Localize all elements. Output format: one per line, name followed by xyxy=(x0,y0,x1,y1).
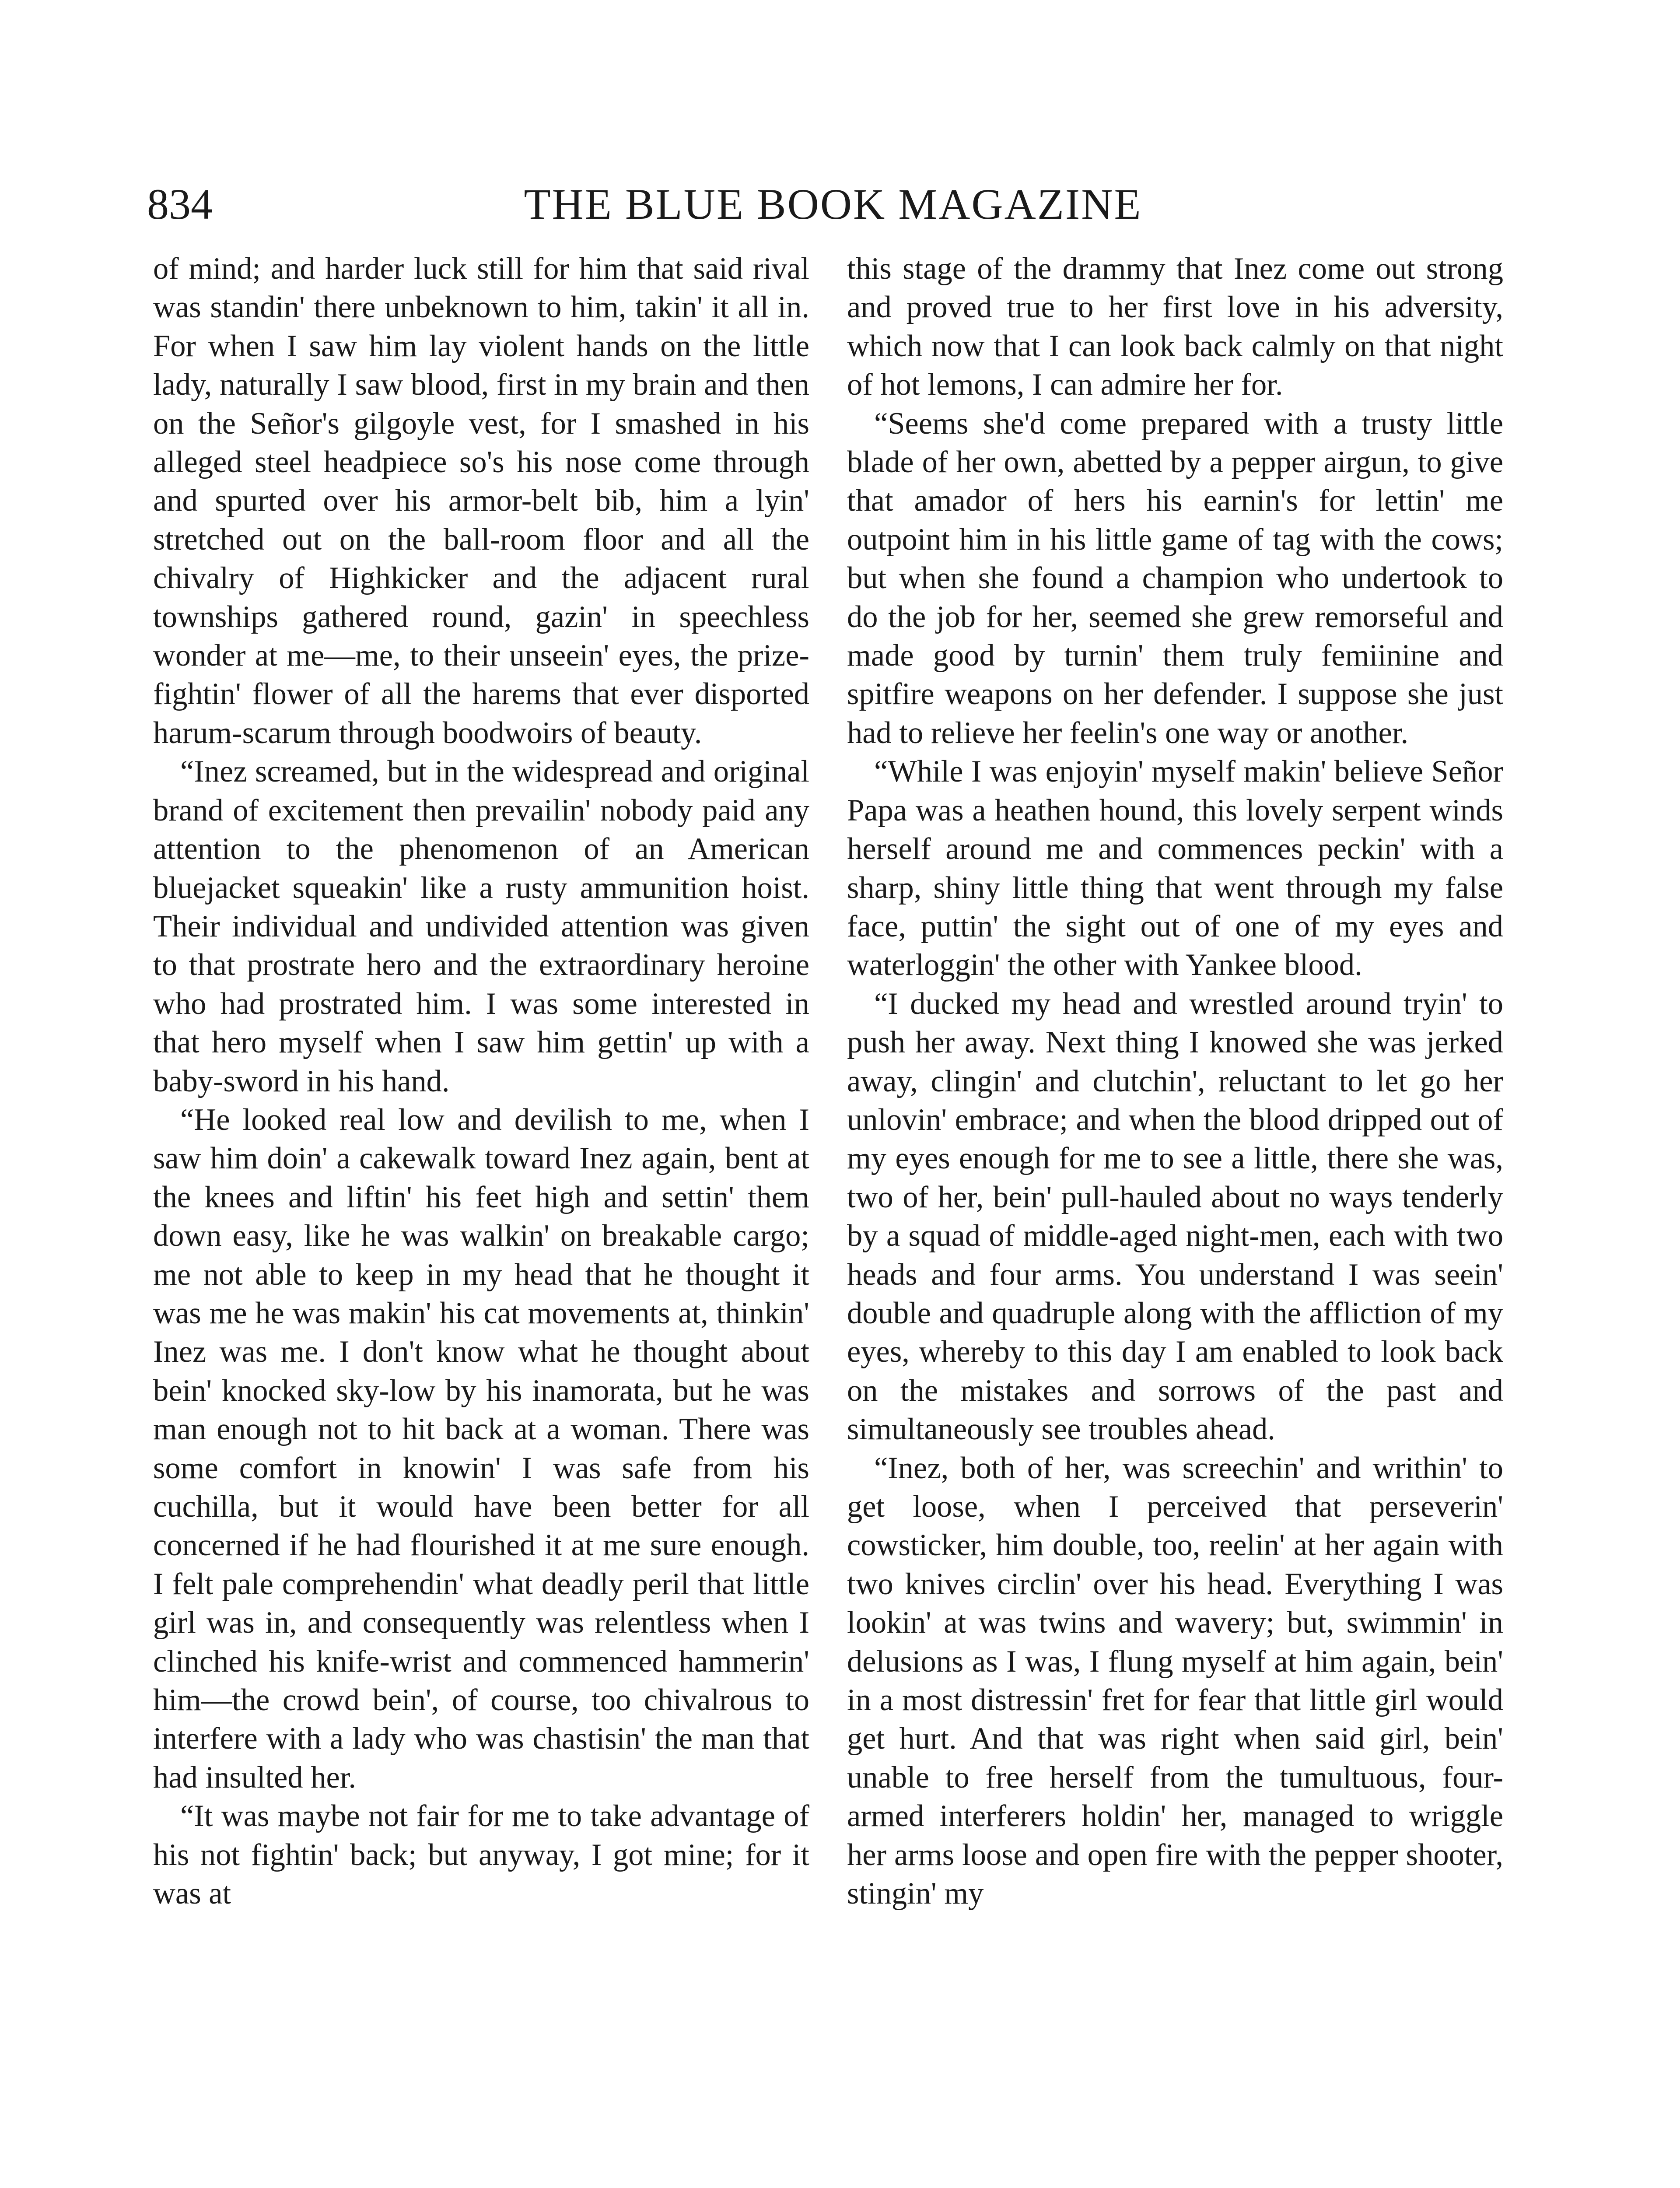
paragraph: “Inez screamed, but in the widespread and original brand of excitement then prevailin' nobody paid any attention to the phenomenon of an American bluejacket squeakin' like a rusty ammunition hoist. Their individual and undivided attention was given to that prostrate hero and the extraordinary heroine who had prostrated him. I was some interested in that hero myself when I saw him gettin' up with a baby-sword in his hand. xyxy=(153,754,809,1098)
paragraph: “It was maybe not fair for me to take advantage of his not fightin' back; but anyway, I got mine; for it was at xyxy=(153,1799,809,1911)
running-title: THE BLUE BOOK MAGAZINE xyxy=(524,180,1142,228)
page-header xyxy=(147,172,1519,237)
page-number: 834 xyxy=(147,180,213,228)
paragraph: this stage of the drammy that Inez come out strong and proved true to her first love in his adversity, which now that I can look back calmly on that night of hot lemons, I can admire her for. xyxy=(847,252,1503,402)
paragraph: “I ducked my head and wrestled around tryin' to push her away. Next thing I knowed she was jerked away, clingin' and clutchin', reluctant to let go her unlovin' embrace; and when the blood dripped out of my eyes enough for me to see a little, there she was, two of her, bein' pull-hauled about no ways tenderly by a squad of middle-aged night-men, each with two heads and four arms. You understand I was seein' double and quadruple along with the affliction of my eyes, whereby to this day I am enabled to look back on the mistakes and sorrows of the past and simultaneously see troubles ahead. xyxy=(847,986,1503,1447)
paragraph: “Seems she'd come prepared with a trusty little blade of her own, abetted by a pepper airgun, to give that amador of hers his earnin's for lettin' me outpoint him in his little game of tag with the cows; but when she found a champion who undertook to do the job for her, seemed she grew remorseful and made good by turnin' them truly femiinine and spitfire weapons on her defender. I suppose she just had to relieve her feelin's one way or another. xyxy=(847,406,1503,750)
left-column xyxy=(153,249,809,1913)
paragraph: “While I was enjoyin' myself makin' believe Señor Papa was a heathen hound, this lovely serpent winds herself around me and commences peckin' with a sharp, shiny little thing that went through my false face, puttin' the sight out of one of my eyes and waterloggin' the other with Yankee blood. xyxy=(847,754,1503,982)
paragraph: “He looked real low and devilish to me, when I saw him doin' a cakewalk toward Inez again, bent at the knees and liftin' his feet high and settin' them down easy, like he was walkin' on breakable cargo; me not able to keep in my head that he thought it was me he was makin' his cat movements at, thinkin' Inez was me. I don't know what he thought about bein' knocked sky-low by his inamorata, but he was man enough not to hit back at a woman. There was some comfort in knowin' I was safe from his cuchilla, but it would have been better for all concerned if he had flourished it at me sure enough. I felt pale comprehendin' what deadly peril that little girl was in, and consequently was relentless when I clinched his knife-wrist and commenced hammerin' him—the crowd bein', of course, too chivalrous to interfere with a lady who was chastisin' the man that had insulted her. xyxy=(153,1102,809,1795)
paragraph: “Inez, both of her, was screechin' and writhin' to get loose, when I perceived that perseverin' cowsticker, him double, too, reelin' at her again with two knives circlin' over his head. Everything I was lookin' at was twins and wavery; but, swimmin' in delusions as I was, I flung myself at him again, bein' in a most distressin' fret for fear that little girl would get hurt. And that was right when said girl, bein' unable to free herself from the tumultuous, four-armed interferers holdin' her, managed to wriggle her arms loose and open fire with the pepper shooter, stingin' my xyxy=(847,1451,1503,1911)
right-column xyxy=(847,249,1503,1913)
paragraph: of mind; and harder luck still for him that said rival was standin' there unbeknown to him, takin' it all in. For when I saw him lay violent hands on the little lady, naturally I saw blood, first in my brain and then on the Señor's gilgoyle vest, for I smashed in his alleged steel headpiece so's his nose come through and spurted over his armor-belt bib, him a lyin' stretched out on the ball-room floor and all the chivalry of Highkicker and the adjacent rural townships gathered round, gazin' in speechless wonder at me—me, to their unseein' eyes, the prize-fightin' flower of all the harems that ever disported harum-scarum through boodwoirs of beauty. xyxy=(153,252,809,750)
